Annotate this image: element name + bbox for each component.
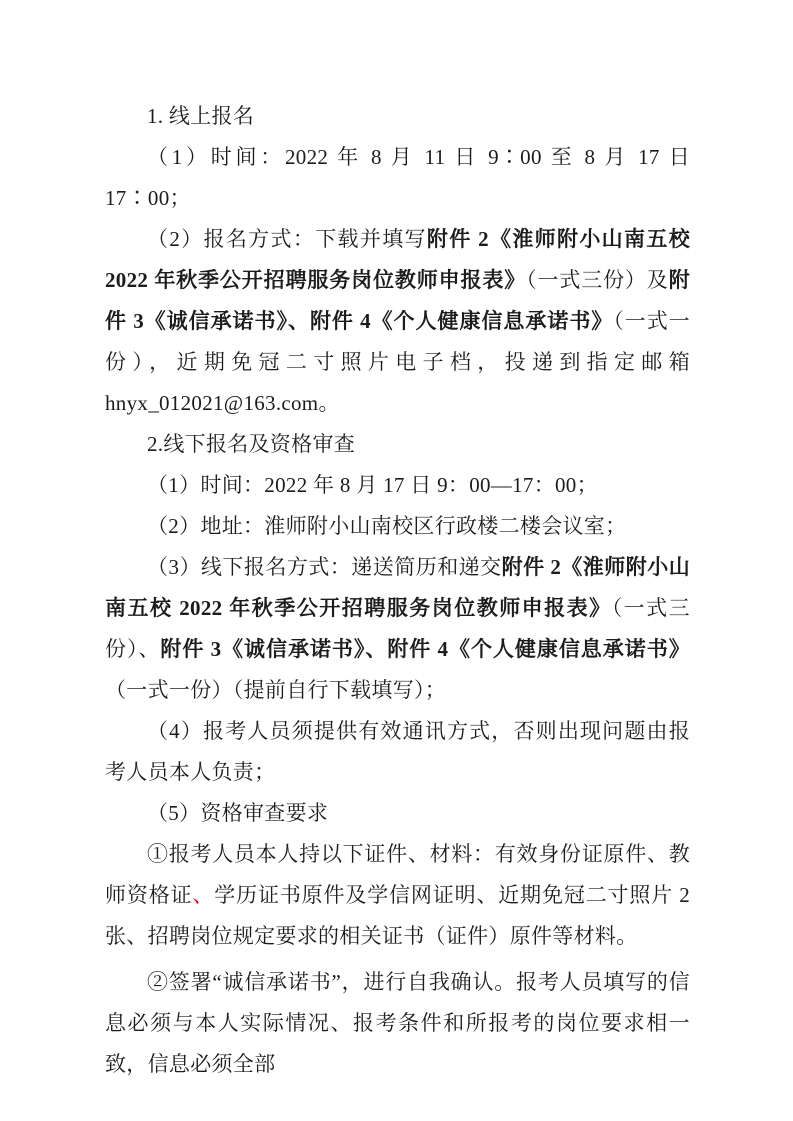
paragraph: [105, 547, 690, 711]
paragraph: [105, 137, 690, 219]
text-run: （2）地址：淮师附小山南校区行政楼二楼会议室；: [147, 514, 627, 538]
text-run: （1）时间：2022 年 8 月 17 日 9：00—17：00；: [147, 473, 598, 497]
attachment-title-text: 附件 3《诚信承诺书》、附件 4《个人健康信息承诺书》: [105, 268, 690, 333]
text-run: （一式三份）及: [526, 268, 669, 292]
text-run: 2.线下报名及资格审查: [147, 432, 356, 456]
paragraph: [105, 711, 690, 793]
attachment-title-text: 附件 2《淮师附小山南五校 2022 年秋季公开招聘服务岗位教师申报表》: [105, 555, 690, 620]
text-run: （4）报考人员须提供有效通讯方式，否则出现问题由报考人员本人负责；: [105, 719, 690, 784]
text-run: （一式三份）、: [105, 596, 690, 661]
paragraph: [105, 834, 690, 957]
paragraph: [105, 219, 690, 424]
text-run: 1. 线上报名: [147, 104, 255, 128]
document-body: [105, 96, 690, 1085]
paragraph: [105, 424, 690, 465]
text-run: （一式一份），近期免冠二寸照片电子档，投递到指定邮箱 hnyx_012021@163.com。: [105, 309, 690, 415]
paragraph: [105, 465, 690, 506]
text-run: （2）报名方式：下载并填写: [147, 227, 427, 251]
text-run: （1）时间：2022 年 8 月 11 日 9∶00 至 8 月 17 日 17∶00；: [105, 145, 690, 210]
text-run: （5）资格审查要求: [147, 801, 329, 825]
paragraph: [105, 506, 690, 547]
text-run: 学历证书原件及学信网证明、近期免冠二寸照片 2 张、招聘岗位规定要求的相关证书（证件）原件等材料。: [105, 883, 690, 948]
paragraph: [105, 793, 690, 834]
text-run: （一式一份）（提前自行下载填写）；: [105, 678, 447, 702]
paragraph: [105, 96, 690, 137]
paragraph: [105, 962, 690, 1085]
red-punctuation: 、: [192, 883, 215, 907]
text-run: （3）线下报名方式：递送简历和递交: [147, 555, 502, 579]
text-run: ②签署“诚信承诺书”，进行自我确认。报考人员填写的信息必须与本人实际情况、报考条件和所报考的岗位要求相一致，信息必须全部: [105, 970, 690, 1076]
text-run: ①报考人员本人持以下证件、材料：有效身份证原件、教师资格证: [105, 842, 690, 907]
attachment-title-text: 附件 3《诚信承诺书》、附件 4《个人健康信息承诺书》: [160, 637, 690, 661]
attachment-title-text: 附件 2《淮师附小山南五校 2022 年秋季公开招聘服务岗位教师申报表》: [105, 227, 690, 292]
